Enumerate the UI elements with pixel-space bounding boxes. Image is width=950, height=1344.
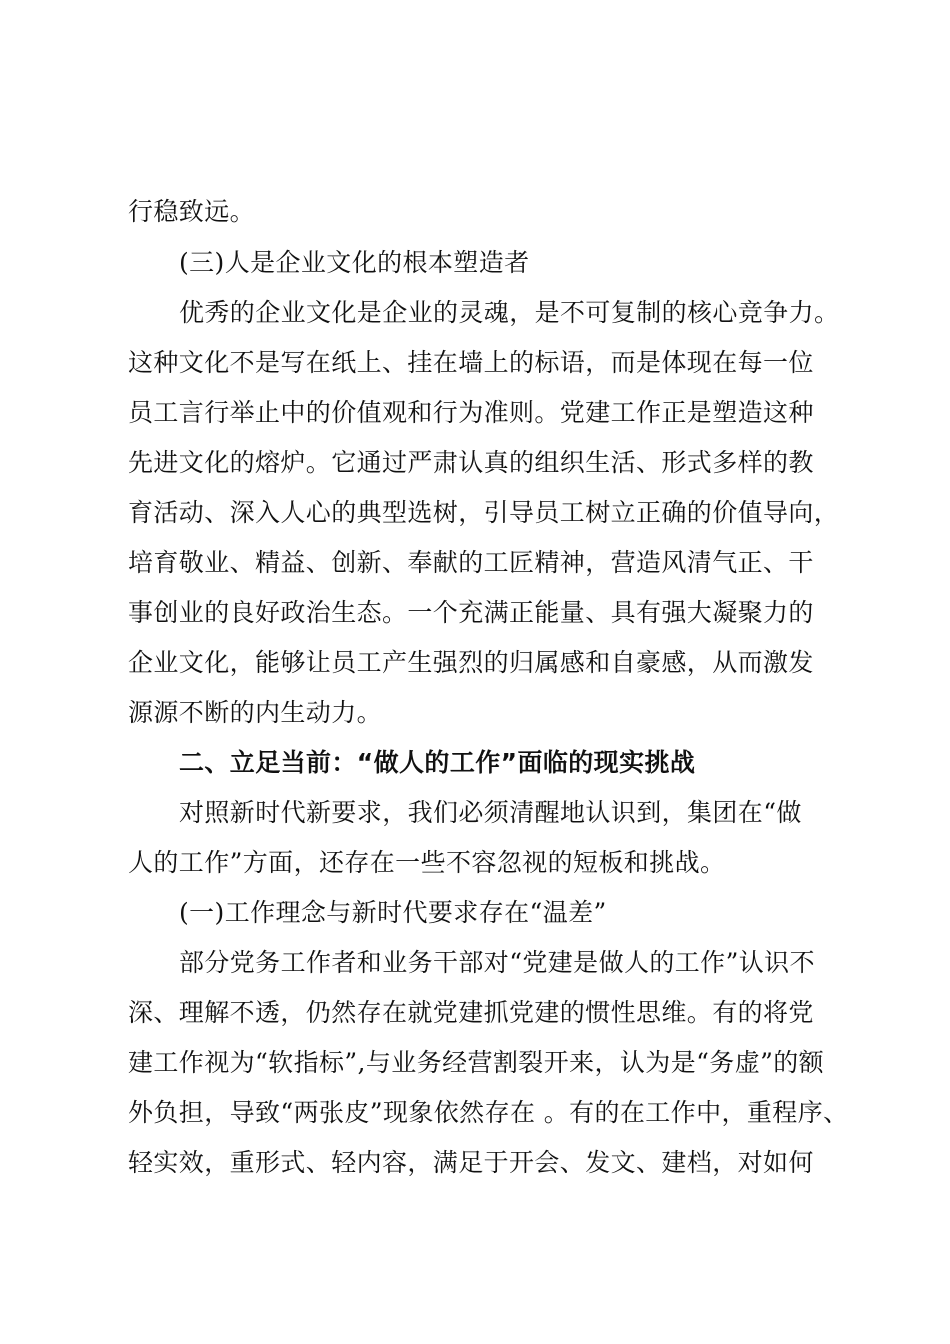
- text-line: 优秀的企业文化是企业的灵魂，是不可复制的核心竞争力。: [179, 298, 840, 327]
- text-line: 先进文化的熔炉。它通过严肃认真的组织生活、形式多样的教: [128, 448, 814, 477]
- section-heading: 二、立足当前：“做人的工作”面临的现实挑战: [179, 748, 696, 777]
- text-line: 人的工作”方面，还存在一些不容忽视的短板和挑战。: [128, 848, 726, 877]
- text-line: 企业文化，能够让员工产生强烈的归属感和自豪感，从而激发: [128, 648, 814, 677]
- text-line: 深、理解不透，仍然存在就党建抓党建的惯性思维。有的将党: [128, 998, 814, 1027]
- text-line: 外负担，导致“两张皮”现象依然存在 。有的在工作中，重程序、: [128, 1098, 849, 1127]
- text-line: 行稳致远。: [128, 197, 256, 226]
- text-line: 员工言行举止中的价值观和行为准则。党建工作正是塑造这种: [128, 398, 814, 427]
- text-line: 这种文化不是写在纸上、挂在墙上的标语，而是体现在每一位: [128, 348, 814, 377]
- text-line: 培育敬业、精益、创新、奉献的工匠精神，营造风清气正、干: [128, 548, 814, 577]
- text-line: 源源不断的内生动力。: [128, 698, 383, 727]
- subsection-heading: (一)工作理念与新时代要求存在“温差”: [179, 898, 607, 927]
- text-line: 对照新时代新要求，我们必须清醒地认识到，集团在“做: [179, 798, 802, 827]
- text-line: 育活动、深入人心的典型选树，引导员工树立正确的价值导向，: [128, 498, 840, 527]
- text-line: 部分党务工作者和业务干部对“党建是做人的工作”认识不: [179, 948, 815, 977]
- text-line: 轻实效，重形式、轻内容，满足于开会、发文、建档，对如何: [128, 1148, 814, 1177]
- subsection-heading: (三)人是企业文化的根本塑造者: [179, 248, 530, 277]
- text-line: 建工作视为“软指标”,与业务经营割裂开来，认为是“务虚”的额: [128, 1048, 825, 1077]
- text-line: 事创业的良好政治生态。一个充满正能量、具有强大凝聚力的: [128, 598, 814, 627]
